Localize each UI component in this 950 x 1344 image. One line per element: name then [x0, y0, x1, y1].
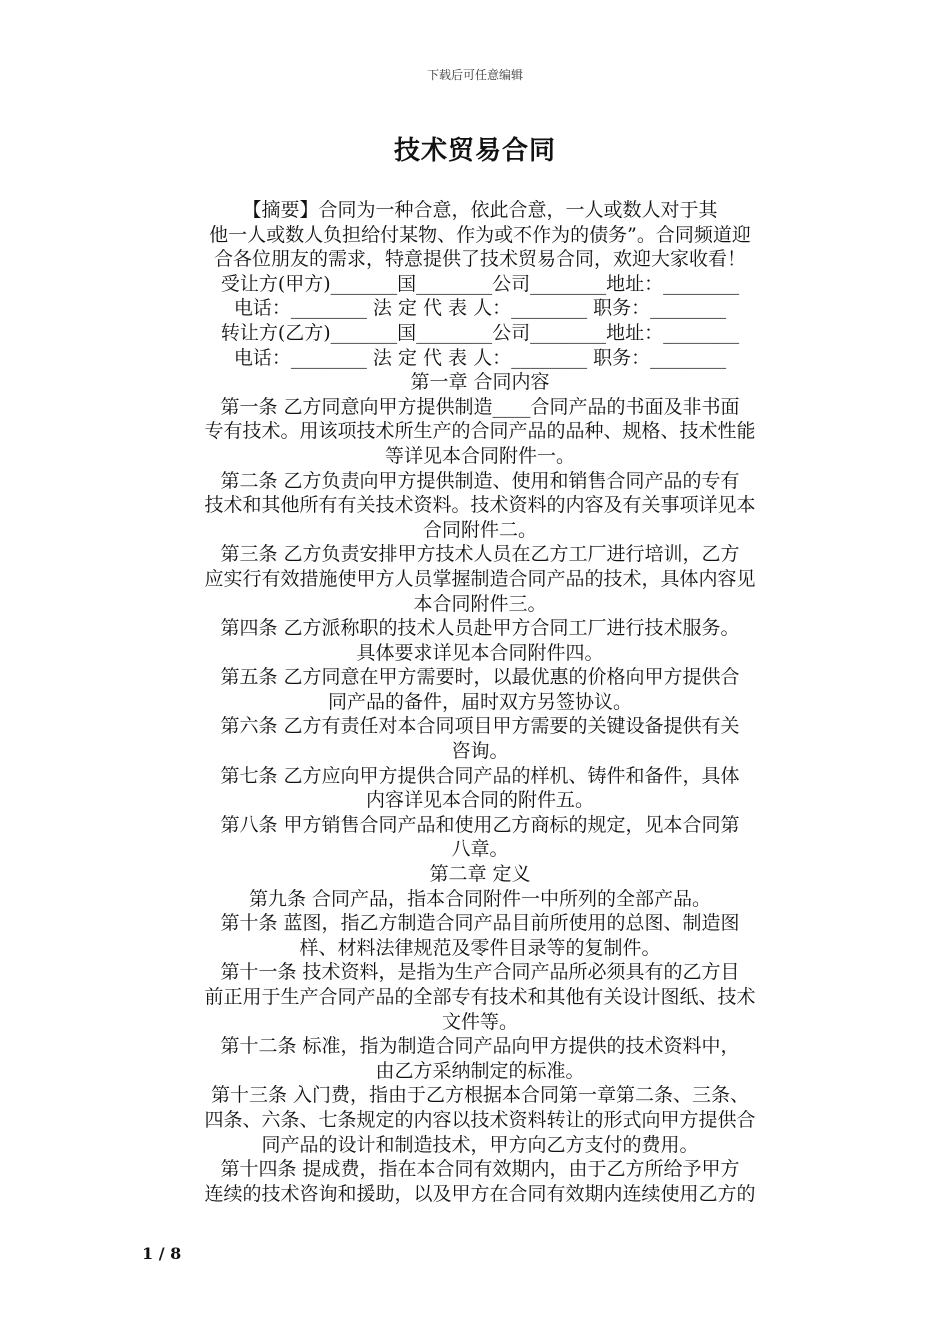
text-line: 第十二条 标准，指为制造合同产品向甲方提供的技术资料中， — [220, 1035, 740, 1058]
text-line: 第七条 乙方应向甲方提供合同产品的样机、铸件和备件，具体 — [220, 764, 740, 787]
text-line: 内容详见本合同的附件五。 — [365, 789, 594, 812]
text-line: 第八条 甲方销售合同产品和使用乙方商标的规定，见本合同第 — [220, 813, 740, 836]
document-title: 技术贸易合同 — [393, 136, 556, 166]
text-line: 第十条 蓝图，指乙方制造合同产品目前所使用的总图、制造图 — [220, 912, 740, 935]
text-line: 文件等。 — [441, 1010, 518, 1033]
text-line: 第二条 乙方负责向甲方提供制造、使用和销售合同产品的专有 — [220, 469, 740, 492]
text-line: 第六条 乙方有责任对本合同项目甲方需要的关键设备提供有关 — [220, 715, 740, 738]
text-line: 第十三条 入门费，指由于乙方根据本合同第一章第二条、三条、 — [210, 1084, 750, 1107]
text-line: 连续的技术咨询和援助，以及甲方在合同有效期内连续使用乙方的 — [204, 1182, 756, 1205]
text-line: 咨询。 — [451, 740, 509, 763]
chapter-heading: 第二章 定义 — [429, 863, 531, 886]
page-header-note: 下载后可任意编辑 — [426, 68, 523, 82]
text-line: 同产品的设计和制造技术，甲方向乙方支付的费用。 — [261, 1133, 699, 1156]
text-line: 同产品的备件，届时双方另签协议。 — [327, 690, 632, 713]
text-line: 等详见本合同附件一。 — [384, 444, 575, 467]
page-number: 1 / 8 — [142, 1244, 182, 1263]
text-line: 具体要求详见本合同附件四。 — [356, 641, 604, 664]
text-line: 合同附件二。 — [422, 518, 537, 541]
text-line: 第三条 乙方负责安排甲方技术人员在乙方工厂进行培训，乙方 — [220, 543, 740, 566]
text-line: 第九条 合同产品，指本合同附件一中所列的全部产品。 — [248, 887, 712, 910]
text-line: 第十四条 提成费，指在本合同有效期内，由于乙方所给予甲方 — [220, 1158, 740, 1181]
text-line: 电话：________ 法 定 代 表 人：________ 职务：________ — [233, 346, 727, 369]
text-line: 前正用于生产合同产品的全部专有技术和其他有关设计图纸、技术 — [204, 986, 756, 1008]
text-line: 第五条 乙方同意在甲方需要时，以最优惠的价格向甲方提供合 — [220, 666, 740, 689]
text-line: 电话：________ 法 定 代 表 人：________ 职务：________ — [233, 297, 727, 320]
text-line: 转让方(乙方)_______国________公司________地址：________ — [220, 321, 740, 344]
text-line: 四条、六条、七条规定的内容以技术资料转让的形式向甲方提供合 — [204, 1108, 756, 1131]
text-line: 受让方(甲方)_______国________公司________地址：________ — [220, 272, 740, 295]
text-line: 第十一条 技术资料，是指为生产合同产品所必须具有的乙方目 — [220, 961, 740, 984]
text-line: 【摘要】合同为一种合意，依此合意，一人或数人对于其 — [242, 199, 718, 221]
text-line: 他一人或数人负担给付某物、作为或不作为的债务”。合同频道迎 — [209, 223, 751, 246]
text-line: 本合同附件三。 — [413, 592, 547, 615]
text-line: 专有技术。用该项技术所生产的合同产品的品种、规格、技术性能 — [204, 420, 756, 443]
text-line: 技术和其他所有有关技术资料。技术资料的内容及有关事项详见本 — [204, 494, 756, 517]
text-line: 样、材料法律规范及零件目录等的复制件。 — [299, 936, 661, 959]
text-line: 八章。 — [451, 838, 509, 861]
text-line: 由乙方采纳制定的标准。 — [375, 1059, 585, 1082]
chapter-heading: 第一章 合同内容 — [410, 371, 550, 394]
text-line: 第四条 乙方派称职的技术人员赴甲方合同工厂进行技术服务。 — [220, 617, 740, 640]
document-body — [150, 198, 810, 1206]
text-line: 合各位朋友的需求，特意提供了技术贸易合同，欢迎大家收看！ — [213, 248, 746, 271]
text-line: 第一条 乙方同意向甲方提供制造____合同产品的书面及非书面 — [220, 395, 740, 418]
text-line: 应实行有效措施使甲方人员掌握制造合同产品的技术，具体内容见 — [204, 567, 756, 590]
